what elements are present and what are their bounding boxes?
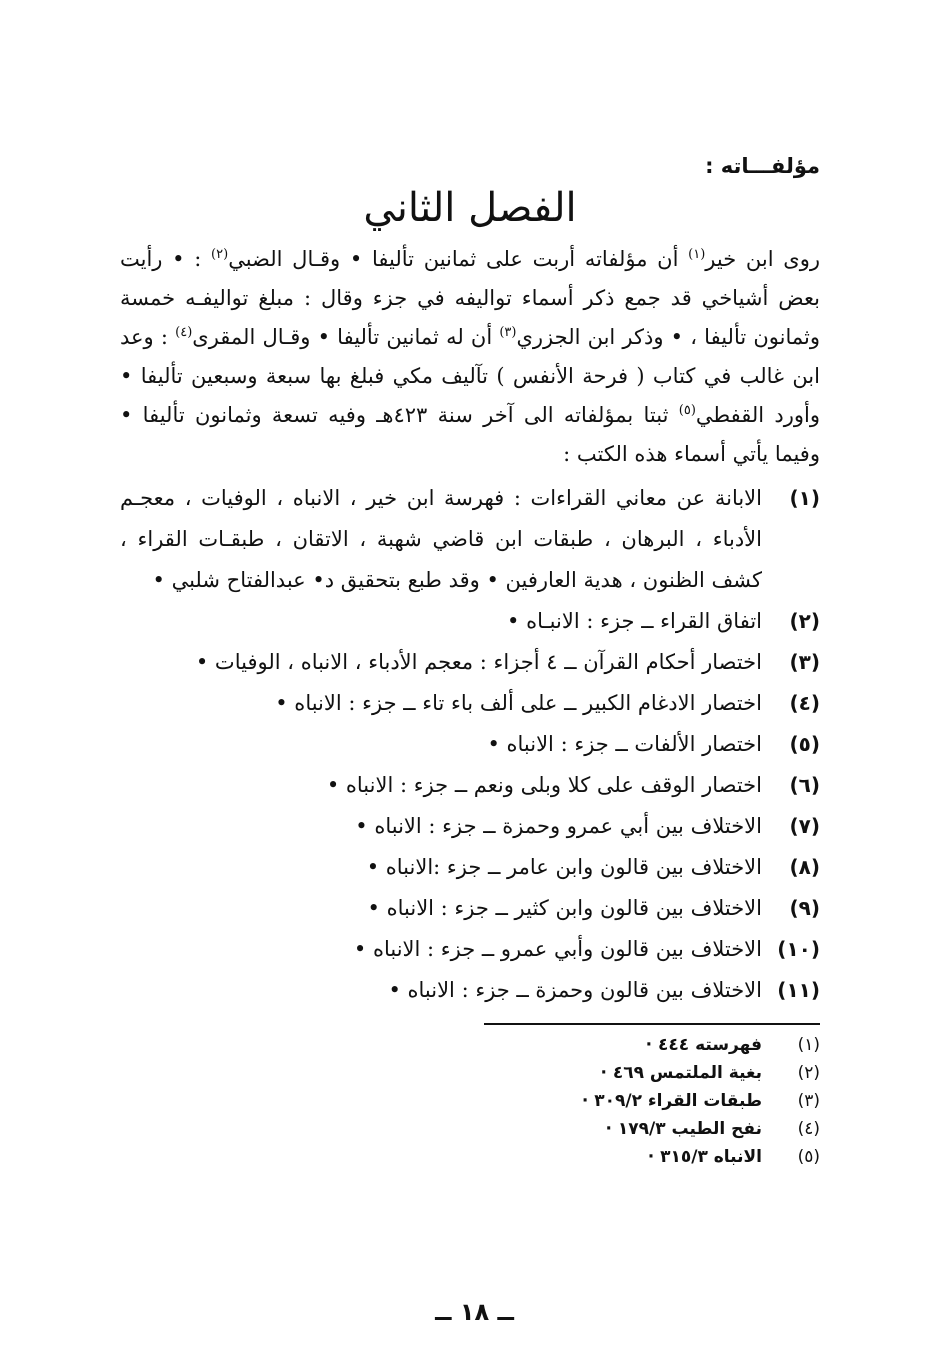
- item-text: الاختلاف بين قالون وأبي عمرو ــ جزء : الانباه •: [353, 937, 762, 961]
- item-text: الاختلاف بين قالون وحمزة ــ جزء : الانباه •: [388, 978, 762, 1002]
- footnote-ref: (٥): [678, 403, 696, 418]
- list-item: [120, 970, 820, 1011]
- footnote-number: (٤): [797, 1119, 820, 1139]
- intro-paragraph: [120, 240, 820, 474]
- item-number: (٩): [789, 896, 820, 920]
- footnote: [120, 1143, 820, 1171]
- item-number: (٥): [789, 732, 820, 756]
- footnotes: [120, 1031, 820, 1171]
- chapter-title: الفصل الثاني: [363, 185, 577, 231]
- footnote-number: (١): [797, 1035, 820, 1055]
- footnote-ref: (١): [688, 247, 706, 262]
- item-text: الابانة عن معاني القراءات : فهرسة ابن خير ، الانباه ، الوفيات ، معجـم الأدباء ، البرهان ، طبقات ابن قاضي شهبة ، الاتقان ، طبقـات القراء ، كشف الظنون ، هدية العارفين • وقد طبع بتحقيق د• عبدالفتاح شلبي •: [120, 486, 762, 592]
- footnote-number: (٥): [797, 1147, 820, 1167]
- list-item: [120, 806, 820, 847]
- item-text: اختصار الادغام الكبير ــ على ألف باء تاء ــ جزء : الانباه •: [275, 691, 762, 715]
- footnote-number: (٢): [797, 1063, 820, 1083]
- footnote-text: بغية الملتمس ٤٦٩ ·: [600, 1063, 762, 1083]
- item-number: (٧): [789, 814, 820, 838]
- footnote-number: (٣): [797, 1091, 820, 1111]
- section-header: مؤلفـــاته :: [705, 154, 820, 178]
- list-item: [120, 478, 820, 601]
- item-number: (٤): [789, 691, 820, 715]
- footnote: [120, 1087, 820, 1115]
- item-number: (١١): [777, 978, 820, 1002]
- list-item: [120, 601, 820, 642]
- item-number: (١): [789, 486, 820, 510]
- footnote-text: نفح الطيب ١٧٩/٣ ·: [605, 1119, 762, 1139]
- item-text: اختصار الوقف على كلا وبلى ونعم ــ جزء : الانباه •: [326, 773, 762, 797]
- footnote-ref: (٢): [211, 247, 229, 262]
- list-item: [120, 724, 820, 765]
- page-number: ــ ١٨ ــ: [435, 1298, 514, 1326]
- item-text: اختصار أحكام القرآن ــ ٤ أجزاء : معجم الأدباء ، الانباه ، الوفيات •: [195, 650, 762, 674]
- list-item: [120, 683, 820, 724]
- intro-text: : • رأيت بعض أشياخي قد جمع ذكر أسماء تواليفه في جزء وقال : مبلغ تواليفـه خمسة وثمانون تأليفا ، • وذكر ابن الجزري: [120, 247, 820, 349]
- list-item: [120, 888, 820, 929]
- list-item: [120, 847, 820, 888]
- footnote: [120, 1059, 820, 1087]
- item-number: (٦): [789, 773, 820, 797]
- footnote-ref: (٤): [175, 325, 193, 340]
- page: [120, 150, 820, 1290]
- item-text: اتفاق القراء ــ جزء : الانبـاه •: [507, 609, 762, 633]
- works-list: [120, 478, 820, 1011]
- intro-text: روى ابن خير: [705, 247, 820, 271]
- footnote: [120, 1031, 820, 1059]
- list-item: [120, 929, 820, 970]
- list-item: [120, 765, 820, 806]
- footnote-text: طبقات القراء ٣٠٩/٢ ·: [581, 1091, 762, 1111]
- item-number: (٨): [789, 855, 820, 879]
- item-number: (٣): [789, 650, 820, 674]
- footnote-text: فهرسته ٤٤٤ ·: [645, 1035, 762, 1055]
- footnote-divider: [484, 1023, 820, 1025]
- intro-text: أن له ثمانين تأليفا • وقـال المقرى: [192, 325, 500, 349]
- list-item: [120, 642, 820, 683]
- footnote-text: الانباه ٣١٥/٣ ·: [647, 1147, 762, 1167]
- item-text: الاختلاف بين قالون وابن كثير ــ جزء : الانباه •: [367, 896, 762, 920]
- footnote: [120, 1115, 820, 1143]
- item-text: الاختلاف بين قالون وابن عامر ــ جزء :الانباه •: [366, 855, 762, 879]
- intro-text: ثبتا بمؤلفاته الى آخر سنة ٤٢٣هـ وفيه تسعة وثمانون تأليفا • وفيما يأتي أسماء هذه الكتب :: [120, 403, 820, 466]
- intro-text: أن مؤلفاته أربت على ثمانين تأليفا • وقـال الضبي: [228, 247, 689, 271]
- footnote-ref: (٣): [499, 325, 517, 340]
- item-number: (١٠): [777, 937, 820, 961]
- item-text: الاختلاف بين أبي عمرو وحمزة ــ جزء : الانباه •: [355, 814, 762, 838]
- item-text: اختصار الألفات ــ جزء : الانباه •: [487, 732, 762, 756]
- intro-text: : وعد ابن غالب في كتاب ( فرحة الأنفس ) تآليف مكي فبلغ بها سبعة وسبعين تأليفا • وأورد القفطي: [120, 325, 821, 427]
- item-number: (٢): [789, 609, 820, 633]
